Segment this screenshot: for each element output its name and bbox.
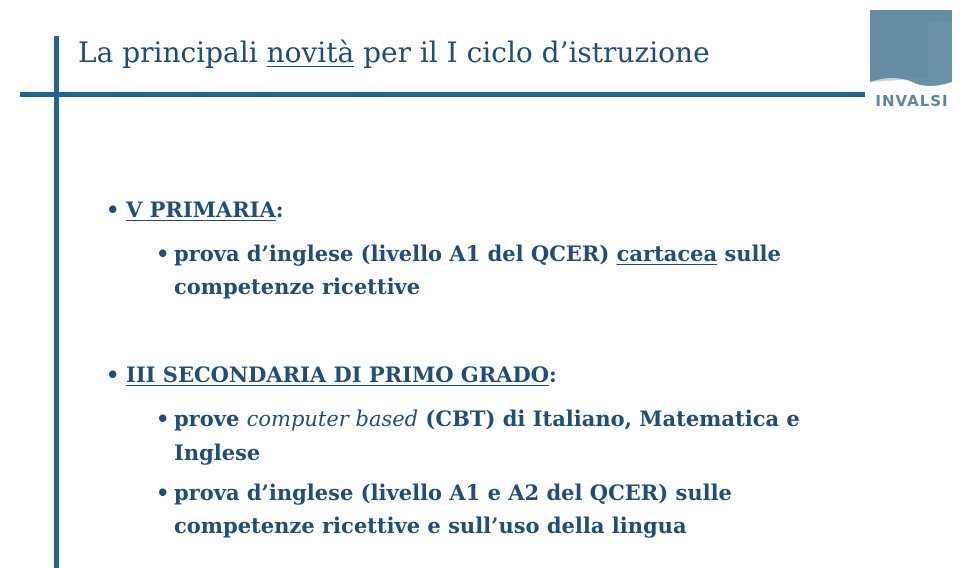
section-heading: V PRIMARIA bbox=[126, 197, 276, 222]
slide-title: La principali novità per il I ciclo d’istruzione bbox=[78, 36, 710, 69]
sub-bullet-english-primaria: • prova d’inglese (livello A1 del QCER) cartacea sulle competenze ricettive bbox=[156, 241, 781, 299]
sub-bullet-english-secondaria: • prova d’inglese (livello A1 e A2 del QCER) sulle competenze ricettive e sull’uso della lingua bbox=[156, 480, 732, 538]
logo-text: INVALSI bbox=[875, 92, 949, 110]
vertical-rule bbox=[54, 36, 59, 568]
title-underlined-word: novità bbox=[266, 36, 355, 69]
horizontal-rule bbox=[20, 92, 865, 97]
sub-bullet-cbt: • prove computer based (CBT) di Italiano, Matematica e Inglese bbox=[156, 406, 800, 465]
section-heading: III SECONDARIA DI PRIMO GRADO bbox=[126, 362, 549, 387]
bullet-dot: • bbox=[106, 197, 120, 222]
